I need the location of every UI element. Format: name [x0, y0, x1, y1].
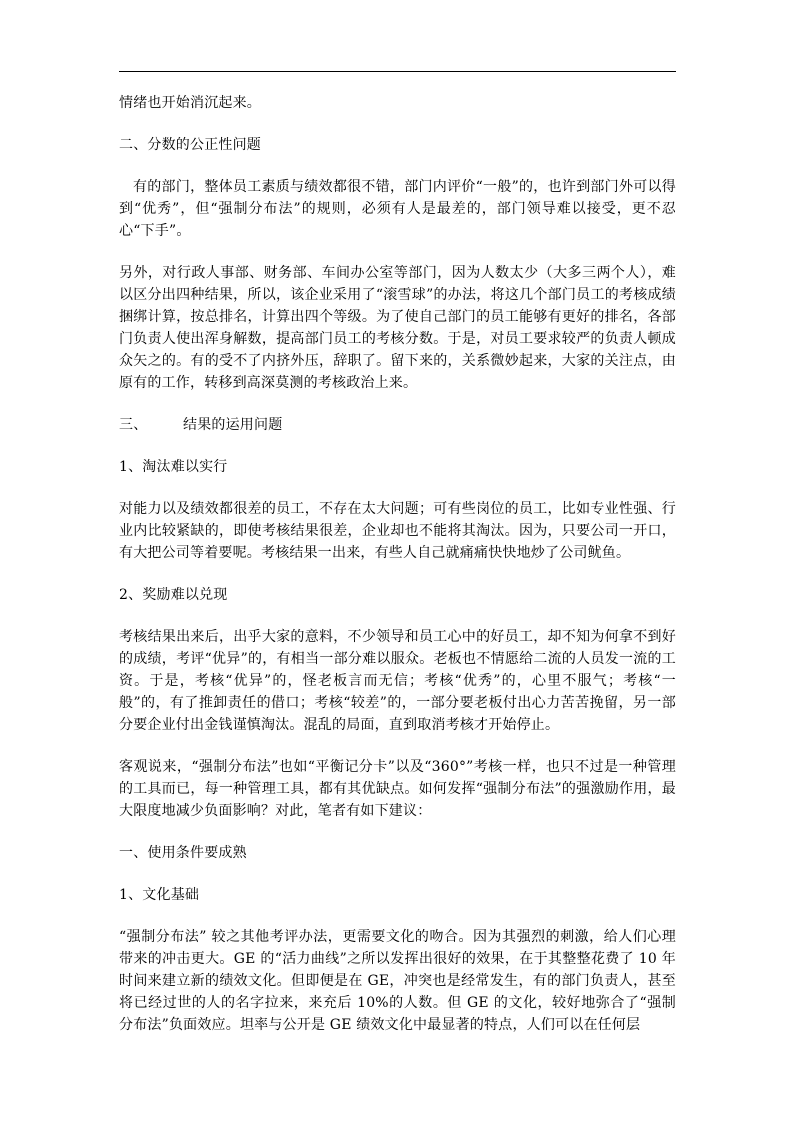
- paragraph-elimination: 对能力以及绩效都很差的员工，不存在太大问题；可有些岗位的员工，比如专业性强、行业内比较紧缺的，即使考核结果很差，企业却也不能将其淘汰。因为，只要公司一开口，有大把公司等着要呢。考核结果一出来，有些人自己就痛痛快快地炒了公司鱿鱼。: [119, 501, 676, 561]
- section-heading-conditions: 一、使用条件要成熟: [119, 845, 247, 861]
- paragraph-culture: “强制分布法” 较之其他考评办法，更需要文化的吻合。因为其强烈的刺激，给人们心理带来的冲击更大。GE 的“活力曲线”之所以发挥出很好的效果，在于其整整花费了 10 年时间来建立新的绩效文化。但即便是在 GE，冲突也是经常发生，有的部门负责人，甚至将已经过世的人的名字拉来，来充后 10%的人数。但 GE 的文化，较好地弥合了“强制分布法”负面效应。坦率与公开是 GE 绩效文化中最显著的特点，人们可以在任何层: [119, 929, 676, 1033]
- paragraph-department-ratings: 有的部门，整体员工素质与绩效都很不错，部门内评价“一般”的，也许到部门外可以得到“优秀”，但“强制分布法”的规则，必须有人是最差的，部门领导难以接受，更不忍心“下手”。: [119, 179, 676, 239]
- paragraph-objective-view: 客观说来，“强制分布法”也如“平衡记分卡”以及“360°”考核一样，也只不过是一种管理的工具而已，每一种管理工具，都有其优缺点。如何发挥“强制分布法”的强激励作用，最大限度地减少负面影响？对此，笔者有如下建议：: [119, 759, 676, 819]
- paragraph-rewards: 考核结果出来后，出乎大家的意料，不少领导和员工心中的好员工，却不知为何拿不到好的成绩，考评“优异”的，有相当一部分难以服众。老板也不情愿给二流的人员发一流的工资。于是，考核“优异”的，怪老板言而无信；考核“优秀”的，心里不服气；考核“一般”的，有了推卸责任的借口；考核“较差”的，一部分要老板付出心力苦苦挽留，另一部分要企业付出金钱谨慎淘汰。混乱的局面，直到取消考核才开始停止。: [119, 629, 676, 733]
- section-heading-results-usage: [119, 414, 676, 436]
- subheading-elimination: 1、淘汰难以实行: [119, 459, 228, 475]
- section-title: 结果的运用问题: [183, 417, 283, 433]
- document-body: [119, 92, 676, 1056]
- header-rule: [119, 71, 676, 72]
- paragraph-continuation: 情绪也开始消沉起来。: [119, 95, 261, 111]
- paragraph-snowball-method: 另外，对行政人事部、财务部、车间办公室等部门，因为人数太少（大多三两个人），难以区分出四种结果，所以，该企业采用了“滚雪球”的办法，将这几个部门员工的考核成绩捆绑计算，按总排名，计算出四个等级。为了使自己部门的员工能够有更好的排名，各部门负责人使出浑身解数，提高部门员工的考核分数。于是，对员工要求较严的负责人顿成众矢之的。有的受不了内挤外压，辞职了。留下来的，关系微妙起来，大家的关注点，由原有的工作，转移到高深莫测的考核政治上来。: [119, 265, 676, 391]
- subheading-culture: 1、文化基础: [119, 887, 200, 903]
- subheading-rewards: 2、奖励难以兑现: [119, 587, 228, 603]
- section-heading-fairness: 二、分数的公正性问题: [119, 137, 261, 153]
- section-number: 三、: [119, 417, 148, 433]
